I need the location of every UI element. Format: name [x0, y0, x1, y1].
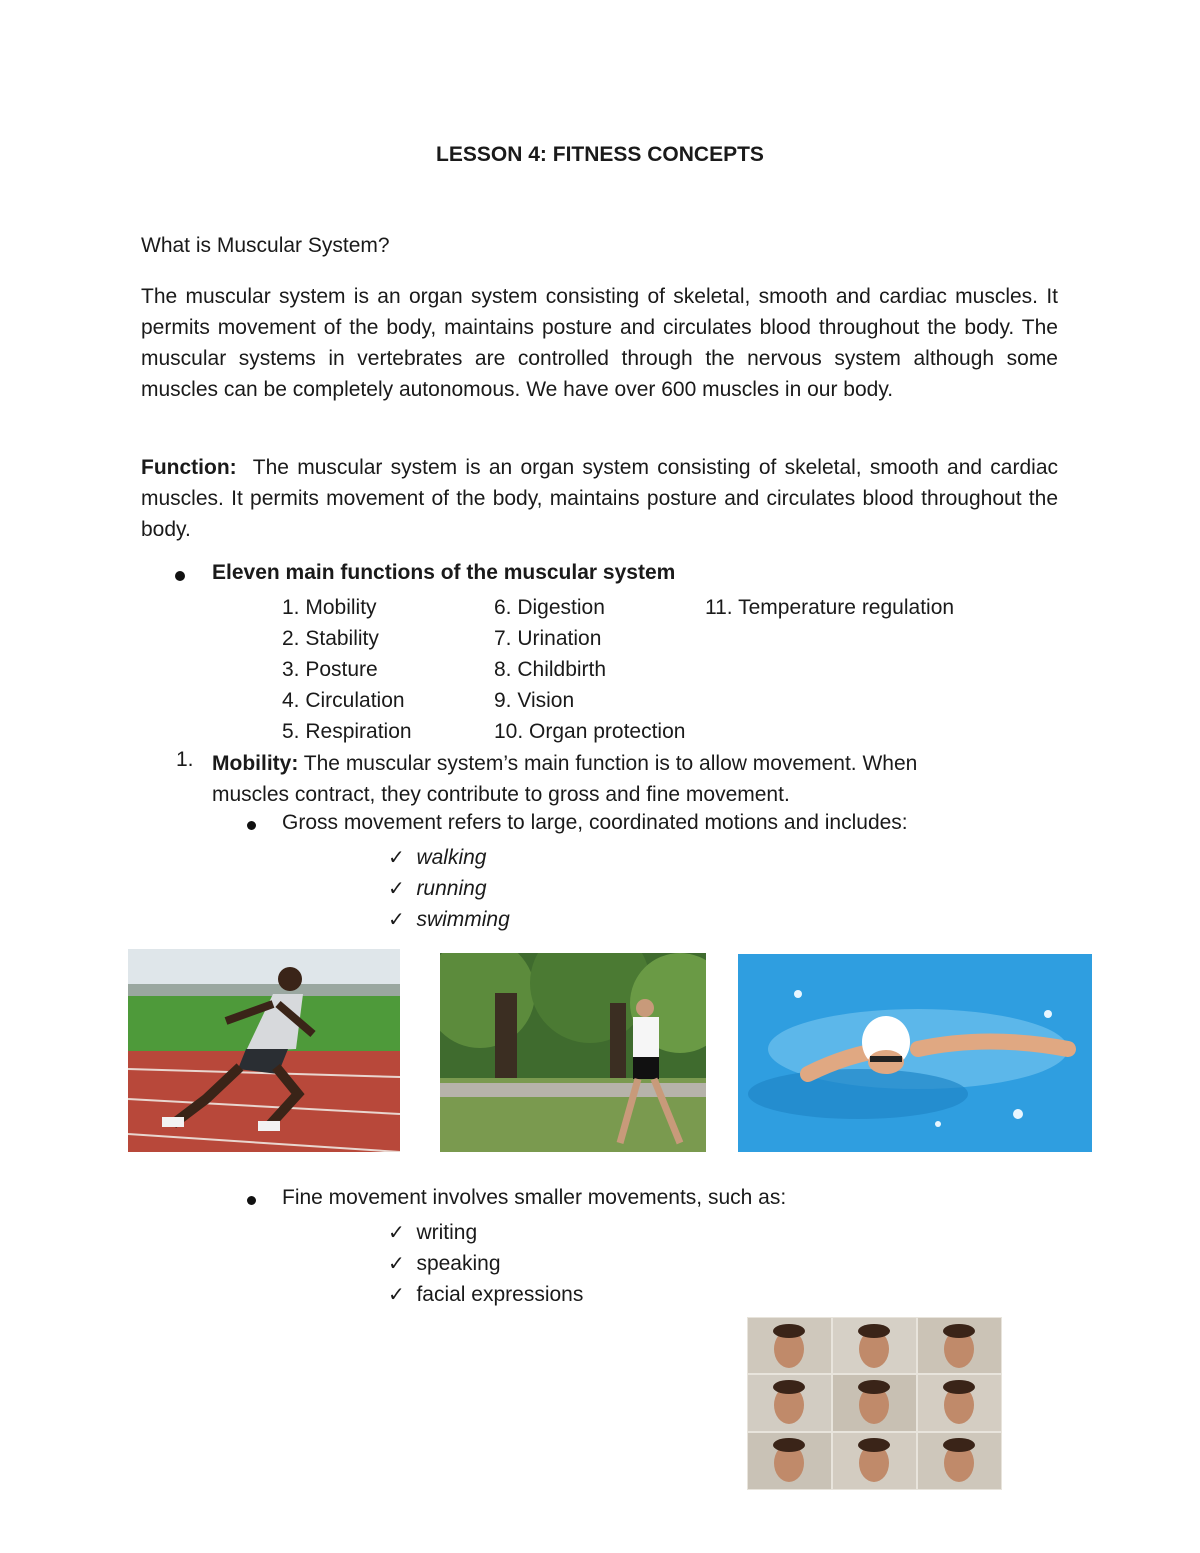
mobility-text-line1: The muscular system’s main function is to allow movement. When — [303, 752, 918, 775]
facial-expressions-photo — [747, 1317, 1002, 1490]
list-item: ✓ writing — [388, 1220, 478, 1244]
check-icon: ✓ — [388, 845, 405, 869]
function-item: 5. Respiration — [282, 720, 412, 743]
intro-paragraph: The muscular system is an organ system consisting of skeletal, smooth and cardiac muscles. It permits movement of the body, maintains posture and circulates blood throughout the body. The muscular systems in vertebrates are controlled through the nervous system although some muscles can be completely autonomous. We have over 600 muscles in our body. — [141, 285, 1058, 401]
gross-movement-text: Gross movement refers to large, coordinated motions and includes: — [282, 811, 908, 834]
function-paragraph — [141, 452, 1058, 545]
list-item: ✓ swimming — [388, 907, 510, 931]
mobility-number: 1. — [176, 748, 194, 771]
functions-column-3 — [705, 592, 954, 623]
mobility-paragraph — [212, 748, 1032, 810]
swimmer-photo — [738, 954, 1092, 1152]
list-item: ✓ running — [388, 876, 487, 900]
check-icon: ✓ — [388, 1282, 405, 1306]
section-question: What is Muscular System? — [141, 234, 390, 257]
bullet-icon — [247, 821, 256, 830]
mobility-label: Mobility: — [212, 752, 299, 775]
page-title: LESSON 4: FITNESS CONCEPTS — [436, 143, 764, 166]
bullet-icon — [175, 571, 185, 581]
runner-photo — [128, 949, 400, 1152]
list-item: ✓ facial expressions — [388, 1282, 584, 1306]
function-text: The muscular system is an organ system consisting of skeletal, smooth and cardiac muscles. It permits movement of the body, maintains posture and circulates blood throughout the body. — [141, 456, 1058, 541]
function-label: Function: — [141, 456, 237, 479]
check-icon: ✓ — [388, 1220, 405, 1244]
function-item: 8. Childbirth — [494, 658, 607, 681]
mobility-text-line2: muscles contract, they contribute to gross and fine movement. — [212, 783, 790, 806]
walker-photo — [440, 953, 706, 1152]
fine-list — [388, 1217, 583, 1310]
function-item: 9. Vision — [494, 689, 575, 712]
function-item: 4. Circulation — [282, 689, 405, 712]
functions-column-1 — [282, 592, 412, 747]
gross-list — [388, 842, 510, 935]
function-item: 6. Digestion — [494, 596, 605, 619]
function-item: 7. Urination — [494, 627, 602, 650]
functions-heading: Eleven main functions of the muscular system — [212, 561, 676, 584]
functions-column-2 — [494, 592, 685, 747]
list-item: ✓ walking — [388, 845, 487, 869]
function-item: 10. Organ protection — [494, 720, 686, 743]
function-item: 3. Posture — [282, 658, 378, 681]
function-item: 2. Stability — [282, 627, 379, 650]
function-item: 1. Mobility — [282, 596, 377, 619]
list-item: ✓ speaking — [388, 1251, 501, 1275]
bullet-icon — [247, 1196, 256, 1205]
check-icon: ✓ — [388, 907, 405, 931]
check-icon: ✓ — [388, 876, 405, 900]
fine-movement-text: Fine movement involves smaller movements, such as: — [282, 1186, 787, 1209]
check-icon: ✓ — [388, 1251, 405, 1275]
function-item: 11. Temperature regulation — [705, 596, 955, 619]
